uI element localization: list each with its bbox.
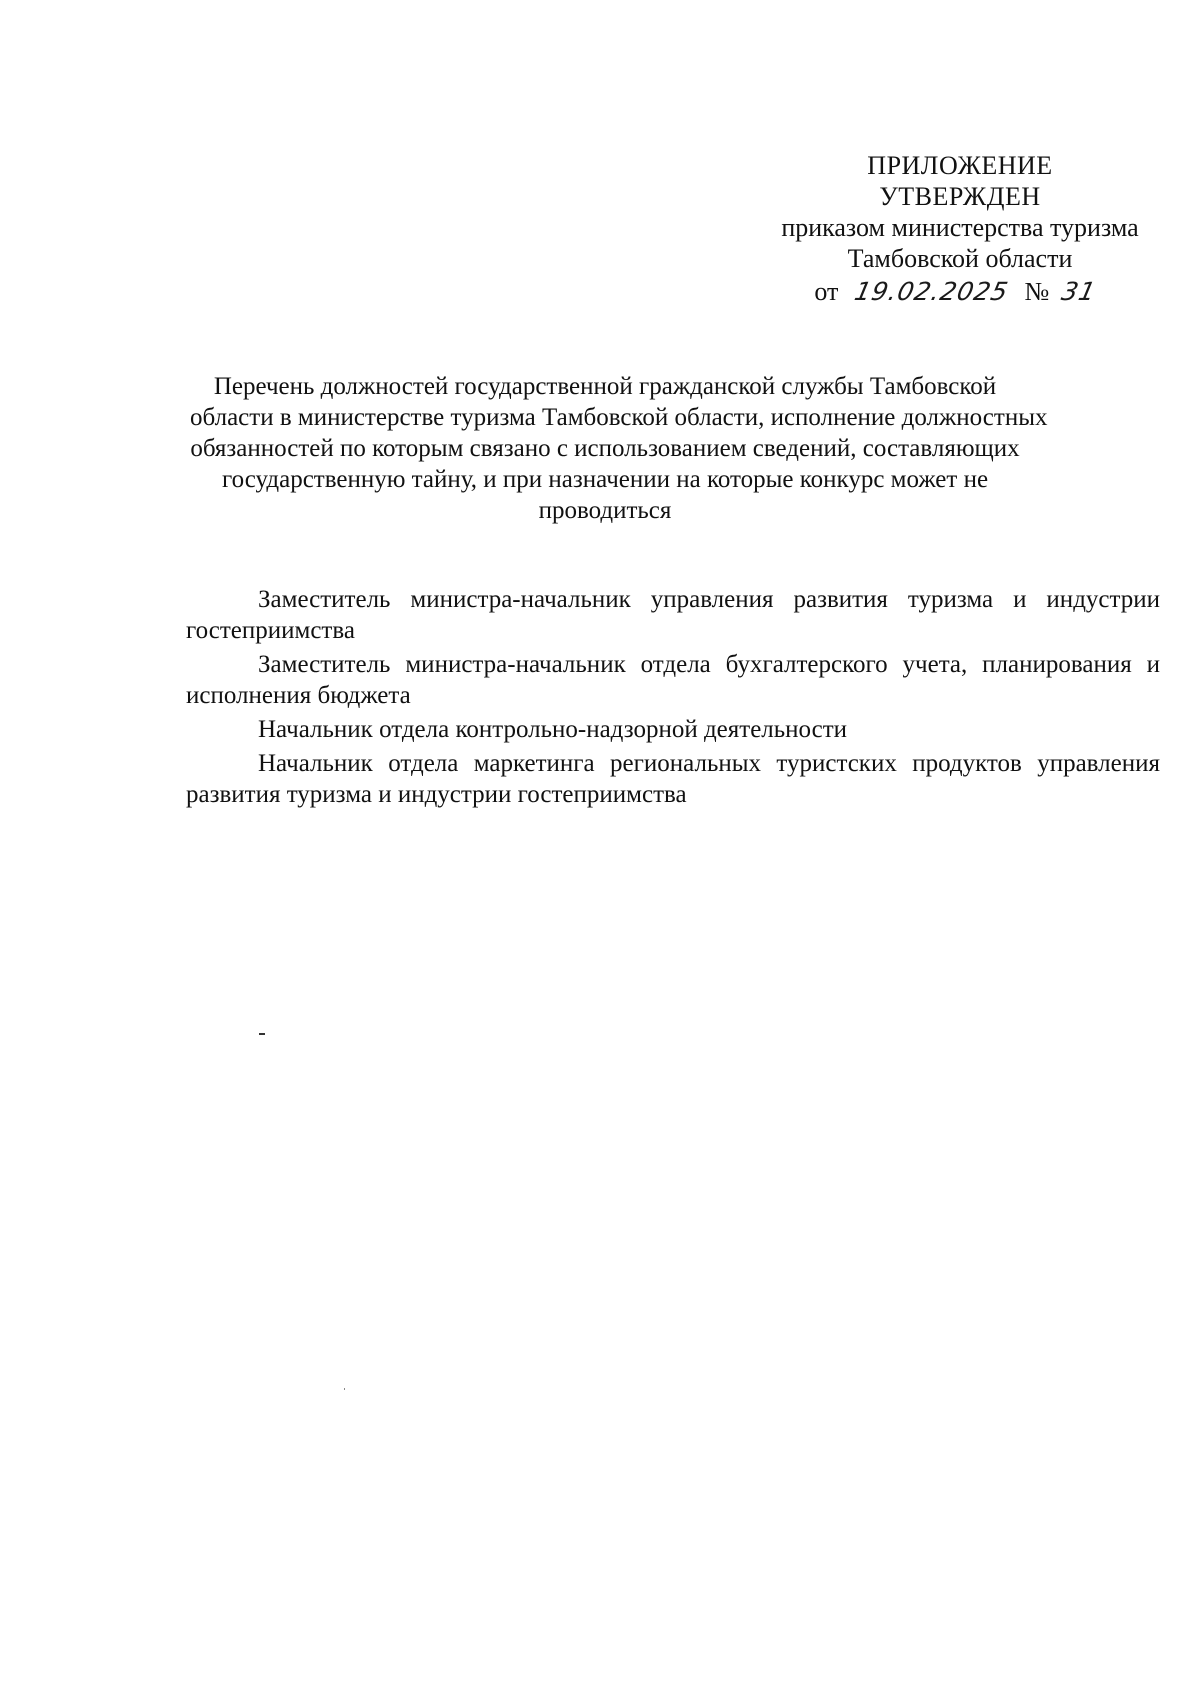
handwritten-number: 31 — [1058, 277, 1099, 306]
approval-order-line: приказом министерства туризма — [781, 213, 1139, 242]
document-title — [190, 371, 1048, 526]
position-item: Начальник отдела маркетинга региональных туристских продуктов управления развития туризма и индустрии гостеприимства — [186, 750, 1160, 808]
approval-block — [760, 150, 1160, 307]
scan-dot — [344, 1388, 345, 1390]
number-prefix: № — [1024, 277, 1050, 306]
appendix-heading: ПРИЛОЖЕНИЕ — [867, 151, 1053, 180]
handwritten-date: 19.02.2025 — [851, 277, 1012, 306]
position-item: Заместитель министра-начальник управления развития туризма и индустрии гостеприимства — [186, 586, 1160, 644]
title-line: проводиться — [538, 497, 672, 524]
title-line: Перечень должностей государственной гражданской службы Тамбовской — [213, 373, 997, 400]
date-prefix: от — [814, 277, 839, 306]
approval-date-line — [760, 276, 1160, 307]
title-line: области в министерстве туризма Тамбовской области, исполнение должностных — [190, 404, 1048, 431]
title-line: обязанностей по которым связано с использованием сведений, составляющих — [190, 435, 1020, 462]
approval-region-line: Тамбовской области — [847, 244, 1073, 273]
position-item: Заместитель министра-начальник отдела бухгалтерского учета, планирования и исполнения бюджета — [186, 651, 1160, 709]
positions-list — [186, 584, 1160, 810]
scan-mark — [259, 1033, 265, 1035]
position-item: Начальник отдела контрольно-надзорной деятельности — [258, 716, 848, 743]
approved-heading: УТВЕРЖДЕН — [879, 182, 1041, 211]
title-line: государственную тайну, и при назначении на которые конкурс может не — [221, 466, 989, 493]
